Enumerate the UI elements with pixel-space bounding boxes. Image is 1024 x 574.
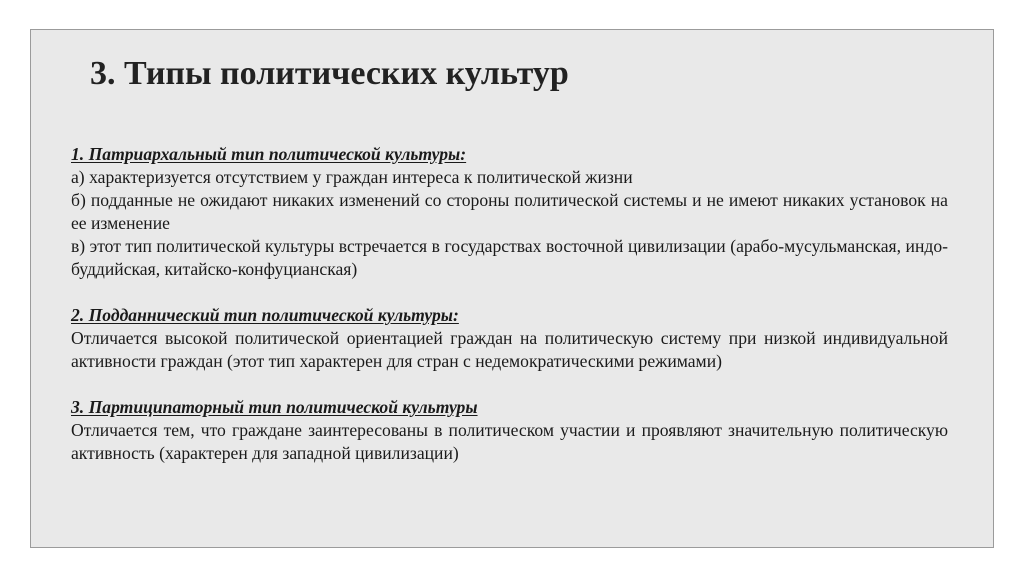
section-heading: 2. Подданнический тип политической культуры:	[71, 305, 459, 325]
list-item: б) подданные не ожидают никаких изменений со стороны политической системы и не имеют никаких установок на ее изменение	[71, 190, 948, 233]
section-subject	[71, 304, 948, 373]
slide-title: 3. Типы политических культур	[90, 55, 569, 92]
section-patriarchal	[71, 143, 948, 281]
list-item: в) этот тип политической культуры встречается в государствах восточной цивилизации (арабо-мусульманская, индо-буддийская, китайско-конфуцианская)	[71, 236, 948, 279]
paragraph: Отличается высокой политической ориентацией граждан на политическую систему при низкой индивидуальной активности граждан (этот тип характерен для стран с недемократическими режимами)	[71, 328, 948, 371]
section-participant	[71, 396, 948, 465]
section-heading: 1. Патриархальный тип политической культуры:	[71, 144, 467, 164]
section-heading: 3. Партиципаторный тип политической культуры	[71, 397, 478, 417]
slide-body	[71, 143, 948, 488]
paragraph: Отличается тем, что граждане заинтересованы в политическом участии и проявляют значительную политическую активность (характерен для западной цивилизации)	[71, 420, 948, 463]
list-item: а) характеризуется отсутствием у граждан интереса к политической жизни	[71, 167, 633, 187]
